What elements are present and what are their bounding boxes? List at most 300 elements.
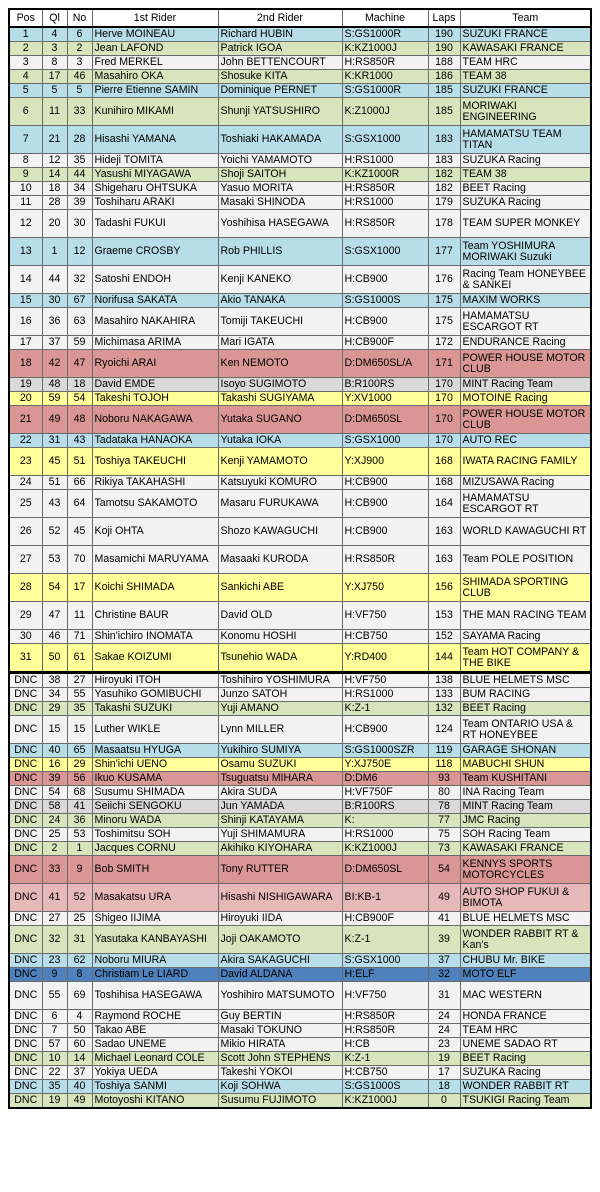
cell-2nd-rider: Yuji SHIMAMURA bbox=[218, 828, 342, 842]
cell-number: 68 bbox=[67, 786, 92, 800]
table-row bbox=[9, 518, 591, 546]
cell-team: HAMAMATSU TEAM TITAN bbox=[460, 126, 591, 154]
cell-qualifying: 20 bbox=[42, 210, 67, 238]
cell-number: 54 bbox=[67, 392, 92, 406]
cell-qualifying: 50 bbox=[42, 644, 67, 673]
cell-qualifying: 10 bbox=[42, 1052, 67, 1066]
cell-laps: 78 bbox=[428, 800, 460, 814]
cell-qualifying: 38 bbox=[42, 673, 67, 688]
cell-qualifying: 21 bbox=[42, 126, 67, 154]
cell-laps: 170 bbox=[428, 406, 460, 434]
cell-pos: 21 bbox=[9, 406, 42, 434]
cell-machine: Y:XJ750 bbox=[342, 574, 428, 602]
cell-number: 46 bbox=[67, 70, 92, 84]
cell-machine: H:CB750 bbox=[342, 630, 428, 644]
cell-2nd-rider: Tomiji TAKEUCHI bbox=[218, 308, 342, 336]
cell-qualifying: 54 bbox=[42, 786, 67, 800]
cell-1st-rider: Norifusa SAKATA bbox=[92, 294, 218, 308]
cell-2nd-rider: Shunji YATSUSHIRO bbox=[218, 98, 342, 126]
cell-pos: 24 bbox=[9, 476, 42, 490]
cell-1st-rider: Raymond ROCHE bbox=[92, 1010, 218, 1024]
cell-laps: 23 bbox=[428, 1038, 460, 1052]
cell-1st-rider: Ikuo KUSAMA bbox=[92, 772, 218, 786]
cell-1st-rider: Tadataka HANAOKA bbox=[92, 434, 218, 448]
cell-qualifying: 24 bbox=[42, 814, 67, 828]
cell-1st-rider: Hisashi YAMANA bbox=[92, 126, 218, 154]
cell-number: 36 bbox=[67, 814, 92, 828]
cell-qualifying: 32 bbox=[42, 926, 67, 954]
cell-2nd-rider: Toshihiro YOSHIMURA bbox=[218, 673, 342, 688]
cell-2nd-rider: Masaki TOKUNO bbox=[218, 1024, 342, 1038]
cell-team: MINT Racing Team bbox=[460, 378, 591, 392]
cell-machine: H:RS1000 bbox=[342, 196, 428, 210]
cell-2nd-rider: Shoji SAITOH bbox=[218, 168, 342, 182]
cell-pos: DNC bbox=[9, 1052, 42, 1066]
cell-machine: K: bbox=[342, 814, 428, 828]
table-row bbox=[9, 828, 591, 842]
table-row bbox=[9, 1080, 591, 1094]
cell-1st-rider: Takao ABE bbox=[92, 1024, 218, 1038]
cell-team: JMC Racing bbox=[460, 814, 591, 828]
cell-1st-rider: Shigeharu OHTSUKA bbox=[92, 182, 218, 196]
cell-number: 47 bbox=[67, 350, 92, 378]
cell-qualifying: 35 bbox=[42, 1080, 67, 1094]
cell-machine: K:Z-1 bbox=[342, 1052, 428, 1066]
cell-1st-rider: Masaatsu HYUGA bbox=[92, 744, 218, 758]
table-row bbox=[9, 406, 591, 434]
cell-1st-rider: Yasuhiko GOMIBUCHI bbox=[92, 688, 218, 702]
cell-laps: 179 bbox=[428, 196, 460, 210]
cell-team: AUTO REC bbox=[460, 434, 591, 448]
cell-qualifying: 16 bbox=[42, 758, 67, 772]
cell-pos: 6 bbox=[9, 98, 42, 126]
cell-qualifying: 59 bbox=[42, 392, 67, 406]
cell-machine: S:GS1000S bbox=[342, 294, 428, 308]
cell-laps: 41 bbox=[428, 912, 460, 926]
cell-pos: 16 bbox=[9, 308, 42, 336]
cell-2nd-rider: Tsuguatsu MIHARA bbox=[218, 772, 342, 786]
cell-qualifying: 5 bbox=[42, 84, 67, 98]
cell-2nd-rider: Isoyo SUGIMOTO bbox=[218, 378, 342, 392]
cell-pos: DNC bbox=[9, 1024, 42, 1038]
table-row bbox=[9, 350, 591, 378]
table-row bbox=[9, 786, 591, 800]
cell-number: 70 bbox=[67, 546, 92, 574]
cell-machine: H:RS850R bbox=[342, 182, 428, 196]
cell-qualifying: 11 bbox=[42, 98, 67, 126]
cell-qualifying: 55 bbox=[42, 982, 67, 1010]
table-row bbox=[9, 210, 591, 238]
cell-team: MOTOINE Racing bbox=[460, 392, 591, 406]
cell-number: 44 bbox=[67, 168, 92, 182]
cell-1st-rider: Toshimitsu SOH bbox=[92, 828, 218, 842]
cell-qualifying: 54 bbox=[42, 574, 67, 602]
cell-pos: DNC bbox=[9, 673, 42, 688]
cell-pos: DNC bbox=[9, 1038, 42, 1052]
cell-laps: 168 bbox=[428, 448, 460, 476]
cell-qualifying: 41 bbox=[42, 884, 67, 912]
cell-2nd-rider: Guy BERTIN bbox=[218, 1010, 342, 1024]
cell-pos: 18 bbox=[9, 350, 42, 378]
cell-qualifying: 15 bbox=[42, 716, 67, 744]
cell-number: 33 bbox=[67, 98, 92, 126]
cell-laps: 168 bbox=[428, 476, 460, 490]
cell-machine: H:CB900 bbox=[342, 308, 428, 336]
cell-1st-rider: Toshihisa HASEGAWA bbox=[92, 982, 218, 1010]
cell-team: HAMAMATSU ESCARGOT RT bbox=[460, 490, 591, 518]
cell-qualifying: 53 bbox=[42, 546, 67, 574]
cell-qualifying: 23 bbox=[42, 954, 67, 968]
table-row bbox=[9, 1010, 591, 1024]
cell-1st-rider: Noboru NAKAGAWA bbox=[92, 406, 218, 434]
cell-team: SUZUKI FRANCE bbox=[460, 84, 591, 98]
cell-qualifying: 6 bbox=[42, 1010, 67, 1024]
cell-pos: DNC bbox=[9, 828, 42, 842]
cell-2nd-rider: Hisashi NISHIGAWARA bbox=[218, 884, 342, 912]
table-row bbox=[9, 926, 591, 954]
header-machine: Machine bbox=[342, 9, 428, 27]
cell-qualifying: 22 bbox=[42, 1066, 67, 1080]
cell-laps: 171 bbox=[428, 350, 460, 378]
cell-machine: H:RS850R bbox=[342, 546, 428, 574]
table-row bbox=[9, 1094, 591, 1109]
cell-machine: B:R100RS bbox=[342, 378, 428, 392]
cell-number: 18 bbox=[67, 378, 92, 392]
cell-qualifying: 49 bbox=[42, 406, 67, 434]
cell-2nd-rider: Yukihiro SUMIYA bbox=[218, 744, 342, 758]
table-row bbox=[9, 644, 591, 673]
table-row bbox=[9, 968, 591, 982]
cell-qualifying: 18 bbox=[42, 182, 67, 196]
cell-laps: 18 bbox=[428, 1080, 460, 1094]
cell-1st-rider: Toshiya TAKEUCHI bbox=[92, 448, 218, 476]
cell-pos: 28 bbox=[9, 574, 42, 602]
cell-qualifying: 40 bbox=[42, 744, 67, 758]
cell-machine: B:R100RS bbox=[342, 800, 428, 814]
cell-machine: H:RS1000 bbox=[342, 154, 428, 168]
cell-1st-rider: Hideji TOMITA bbox=[92, 154, 218, 168]
cell-pos: DNC bbox=[9, 856, 42, 884]
cell-machine: H:CB900 bbox=[342, 490, 428, 518]
cell-pos: DNC bbox=[9, 1066, 42, 1080]
cell-machine: S:GS1000R bbox=[342, 27, 428, 42]
cell-1st-rider: Pierre Etienne SAMIN bbox=[92, 84, 218, 98]
cell-1st-rider: Tamotsu SAKAMOTO bbox=[92, 490, 218, 518]
cell-pos: 2 bbox=[9, 42, 42, 56]
cell-number: 35 bbox=[67, 154, 92, 168]
cell-machine: H:RS850R bbox=[342, 1010, 428, 1024]
cell-pos: 5 bbox=[9, 84, 42, 98]
cell-2nd-rider: Dominique PERNET bbox=[218, 84, 342, 98]
cell-machine: H:CB750 bbox=[342, 1066, 428, 1080]
cell-pos: 11 bbox=[9, 196, 42, 210]
cell-number: 51 bbox=[67, 448, 92, 476]
cell-number: 29 bbox=[67, 758, 92, 772]
cell-2nd-rider: Mari IGATA bbox=[218, 336, 342, 350]
cell-2nd-rider: Sankichi ABE bbox=[218, 574, 342, 602]
cell-2nd-rider: Hiroyuki IIDA bbox=[218, 912, 342, 926]
cell-laps: 54 bbox=[428, 856, 460, 884]
table-row bbox=[9, 70, 591, 84]
cell-2nd-rider: Kenji KANEKO bbox=[218, 266, 342, 294]
cell-number: 53 bbox=[67, 828, 92, 842]
header-ql: Ql bbox=[42, 9, 67, 27]
cell-qualifying: 3 bbox=[42, 42, 67, 56]
cell-number: 71 bbox=[67, 630, 92, 644]
cell-team: Team ONTARIO USA & RT HONEYBEE bbox=[460, 716, 591, 744]
cell-machine: H:RS850R bbox=[342, 1024, 428, 1038]
cell-laps: 75 bbox=[428, 828, 460, 842]
cell-number: 28 bbox=[67, 126, 92, 154]
cell-team: TEAM HRC bbox=[460, 1024, 591, 1038]
cell-team: ENDURANCE Racing bbox=[460, 336, 591, 350]
cell-laps: 24 bbox=[428, 1024, 460, 1038]
cell-2nd-rider: Yutaka IOKA bbox=[218, 434, 342, 448]
cell-1st-rider: Satoshi ENDOH bbox=[92, 266, 218, 294]
table-row bbox=[9, 673, 591, 688]
cell-team: UNEME SADAO RT bbox=[460, 1038, 591, 1052]
cell-number: 14 bbox=[67, 1052, 92, 1066]
cell-laps: 177 bbox=[428, 238, 460, 266]
cell-team: KAWASAKI FRANCE bbox=[460, 842, 591, 856]
cell-laps: 163 bbox=[428, 546, 460, 574]
cell-2nd-rider: Susumu FUJIMOTO bbox=[218, 1094, 342, 1109]
table-row bbox=[9, 294, 591, 308]
cell-team: Team HOT COMPANY & THE BIKE bbox=[460, 644, 591, 673]
cell-machine: H:RS1000 bbox=[342, 828, 428, 842]
table-row bbox=[9, 182, 591, 196]
cell-pos: 9 bbox=[9, 168, 42, 182]
cell-machine: D:DM6 bbox=[342, 772, 428, 786]
cell-number: 60 bbox=[67, 1038, 92, 1052]
cell-1st-rider: Minoru WADA bbox=[92, 814, 218, 828]
cell-machine: S:GSX1000 bbox=[342, 238, 428, 266]
cell-pos: DNC bbox=[9, 688, 42, 702]
cell-laps: 190 bbox=[428, 27, 460, 42]
cell-1st-rider: Christiam Le LIARD bbox=[92, 968, 218, 982]
cell-number: 52 bbox=[67, 884, 92, 912]
cell-qualifying: 25 bbox=[42, 828, 67, 842]
cell-laps: 80 bbox=[428, 786, 460, 800]
cell-machine: K:KZ1000J bbox=[342, 1094, 428, 1109]
cell-2nd-rider: Joji OAKAMOTO bbox=[218, 926, 342, 954]
cell-pos: DNC bbox=[9, 772, 42, 786]
cell-laps: 178 bbox=[428, 210, 460, 238]
cell-qualifying: 45 bbox=[42, 448, 67, 476]
cell-pos: 13 bbox=[9, 238, 42, 266]
cell-machine: BI:KB-1 bbox=[342, 884, 428, 912]
cell-laps: 77 bbox=[428, 814, 460, 828]
cell-pos: DNC bbox=[9, 954, 42, 968]
table-row bbox=[9, 856, 591, 884]
cell-2nd-rider: Akihiko KIYOHARA bbox=[218, 842, 342, 856]
cell-team: AUTO SHOP FUKUI & BIMOTA bbox=[460, 884, 591, 912]
cell-1st-rider: Takashi SUZUKI bbox=[92, 702, 218, 716]
cell-machine: H:RS850R bbox=[342, 56, 428, 70]
cell-qualifying: 37 bbox=[42, 336, 67, 350]
cell-1st-rider: Takeshi TOJOH bbox=[92, 392, 218, 406]
cell-machine: Y:XJ900 bbox=[342, 448, 428, 476]
table-header bbox=[9, 9, 591, 27]
cell-number: 3 bbox=[67, 56, 92, 70]
cell-pos: 15 bbox=[9, 294, 42, 308]
cell-machine: S:GSX1000 bbox=[342, 126, 428, 154]
table-row bbox=[9, 266, 591, 294]
cell-machine: S:GSX1000 bbox=[342, 434, 428, 448]
cell-machine: H:VF750 bbox=[342, 673, 428, 688]
cell-2nd-rider: Koji SOHWA bbox=[218, 1080, 342, 1094]
cell-1st-rider: Yasushi MIYAGAWA bbox=[92, 168, 218, 182]
cell-laps: 175 bbox=[428, 308, 460, 336]
cell-pos: 22 bbox=[9, 434, 42, 448]
cell-machine: D:DM650SL/A bbox=[342, 350, 428, 378]
cell-2nd-rider: Yuji AMANO bbox=[218, 702, 342, 716]
cell-qualifying: 27 bbox=[42, 912, 67, 926]
header-pos: Pos bbox=[9, 9, 42, 27]
cell-2nd-rider: Ken NEMOTO bbox=[218, 350, 342, 378]
cell-machine: H:VF750 bbox=[342, 602, 428, 630]
cell-qualifying: 2 bbox=[42, 842, 67, 856]
cell-number: 59 bbox=[67, 336, 92, 350]
cell-machine: H:CB900 bbox=[342, 716, 428, 744]
cell-qualifying: 17 bbox=[42, 70, 67, 84]
table-row bbox=[9, 448, 591, 476]
cell-1st-rider: Masakatsu URA bbox=[92, 884, 218, 912]
cell-team: SHIMADA SPORTING CLUB bbox=[460, 574, 591, 602]
cell-1st-rider: Motoyoshi KITANO bbox=[92, 1094, 218, 1109]
cell-laps: 170 bbox=[428, 378, 460, 392]
cell-team: THE MAN RACING TEAM bbox=[460, 602, 591, 630]
table-row bbox=[9, 1066, 591, 1080]
cell-number: 17 bbox=[67, 574, 92, 602]
cell-2nd-rider: Junzo SATOH bbox=[218, 688, 342, 702]
cell-2nd-rider: Yoichi YAMAMOTO bbox=[218, 154, 342, 168]
cell-1st-rider: Fred MERKEL bbox=[92, 56, 218, 70]
cell-2nd-rider: Scott John STEPHENS bbox=[218, 1052, 342, 1066]
cell-team: TEAM SUPER MONKEY bbox=[460, 210, 591, 238]
cell-2nd-rider: Takashi SUGIYAMA bbox=[218, 392, 342, 406]
cell-number: 64 bbox=[67, 490, 92, 518]
cell-pos: 27 bbox=[9, 546, 42, 574]
table-row bbox=[9, 546, 591, 574]
cell-2nd-rider: Takeshi YOKOI bbox=[218, 1066, 342, 1080]
cell-qualifying: 47 bbox=[42, 602, 67, 630]
cell-1st-rider: Jacques CORNU bbox=[92, 842, 218, 856]
cell-pos: DNC bbox=[9, 912, 42, 926]
cell-laps: 188 bbox=[428, 56, 460, 70]
cell-machine: H:CB900F bbox=[342, 336, 428, 350]
cell-1st-rider: Sakae KOIZUMI bbox=[92, 644, 218, 673]
cell-qualifying: 28 bbox=[42, 196, 67, 210]
cell-qualifying: 19 bbox=[42, 1094, 67, 1109]
cell-pos: DNC bbox=[9, 702, 42, 716]
cell-team: Team YOSHIMURA MORIWAKI Suzuki bbox=[460, 238, 591, 266]
table-row bbox=[9, 688, 591, 702]
cell-laps: 24 bbox=[428, 1010, 460, 1024]
cell-1st-rider: Yasutaka KANBAYASHI bbox=[92, 926, 218, 954]
cell-number: 67 bbox=[67, 294, 92, 308]
cell-2nd-rider: David ALDANA bbox=[218, 968, 342, 982]
cell-1st-rider: Shigeo IIJIMA bbox=[92, 912, 218, 926]
cell-machine: K:Z-1 bbox=[342, 702, 428, 716]
cell-laps: 182 bbox=[428, 182, 460, 196]
cell-pos: 17 bbox=[9, 336, 42, 350]
cell-team: WORLD KAWAGUCHI RT bbox=[460, 518, 591, 546]
cell-1st-rider: Jean LAFOND bbox=[92, 42, 218, 56]
cell-qualifying: 34 bbox=[42, 688, 67, 702]
cell-team: IWATA RACING FAMILY bbox=[460, 448, 591, 476]
cell-pos: 31 bbox=[9, 644, 42, 673]
cell-team: KENNYS SPORTS MOTORCYCLES bbox=[460, 856, 591, 884]
cell-number: 56 bbox=[67, 772, 92, 786]
table-row bbox=[9, 56, 591, 70]
table-row bbox=[9, 238, 591, 266]
cell-pos: 29 bbox=[9, 602, 42, 630]
cell-team: SUZUKA Racing bbox=[460, 154, 591, 168]
cell-machine: D:DM650SL bbox=[342, 406, 428, 434]
table-row bbox=[9, 716, 591, 744]
header-laps: Laps bbox=[428, 9, 460, 27]
cell-number: 45 bbox=[67, 518, 92, 546]
cell-pos: DNC bbox=[9, 800, 42, 814]
cell-machine: K:Z1000J bbox=[342, 98, 428, 126]
cell-team: BEET Racing bbox=[460, 182, 591, 196]
cell-1st-rider: Graeme CROSBY bbox=[92, 238, 218, 266]
cell-machine: S:GSX1000 bbox=[342, 954, 428, 968]
cell-laps: 144 bbox=[428, 644, 460, 673]
cell-number: 12 bbox=[67, 238, 92, 266]
table-row bbox=[9, 154, 591, 168]
cell-team: MAXIM WORKS bbox=[460, 294, 591, 308]
table-row bbox=[9, 434, 591, 448]
cell-laps: 124 bbox=[428, 716, 460, 744]
cell-2nd-rider: Yoshihiro MATSUMOTO bbox=[218, 982, 342, 1010]
cell-laps: 118 bbox=[428, 758, 460, 772]
cell-qualifying: 57 bbox=[42, 1038, 67, 1052]
table-row bbox=[9, 814, 591, 828]
cell-pos: 26 bbox=[9, 518, 42, 546]
cell-1st-rider: Herve MOINEAU bbox=[92, 27, 218, 42]
table-row bbox=[9, 42, 591, 56]
cell-team: BLUE HELMETS MSC bbox=[460, 912, 591, 926]
cell-number: 43 bbox=[67, 434, 92, 448]
cell-laps: 17 bbox=[428, 1066, 460, 1080]
cell-pos: 3 bbox=[9, 56, 42, 70]
cell-laps: 170 bbox=[428, 392, 460, 406]
cell-qualifying: 51 bbox=[42, 476, 67, 490]
cell-laps: 156 bbox=[428, 574, 460, 602]
cell-team: GARAGE SHONAN bbox=[460, 744, 591, 758]
cell-team: MAC WESTERN bbox=[460, 982, 591, 1010]
cell-pos: DNC bbox=[9, 982, 42, 1010]
cell-1st-rider: Masahiro OKA bbox=[92, 70, 218, 84]
cell-2nd-rider: Jun YAMADA bbox=[218, 800, 342, 814]
cell-number: 11 bbox=[67, 602, 92, 630]
cell-2nd-rider: Akio TANAKA bbox=[218, 294, 342, 308]
cell-pos: DNC bbox=[9, 968, 42, 982]
cell-team: MABUCHI SHUN bbox=[460, 758, 591, 772]
cell-team: MIZUSAWA Racing bbox=[460, 476, 591, 490]
race-results-table bbox=[8, 8, 592, 1109]
cell-pos: DNC bbox=[9, 1094, 42, 1109]
cell-laps: 185 bbox=[428, 98, 460, 126]
table-row bbox=[9, 98, 591, 126]
cell-1st-rider: Toshiya SANMI bbox=[92, 1080, 218, 1094]
header-row bbox=[9, 9, 591, 27]
table-row bbox=[9, 1038, 591, 1052]
cell-pos: 12 bbox=[9, 210, 42, 238]
cell-number: 50 bbox=[67, 1024, 92, 1038]
